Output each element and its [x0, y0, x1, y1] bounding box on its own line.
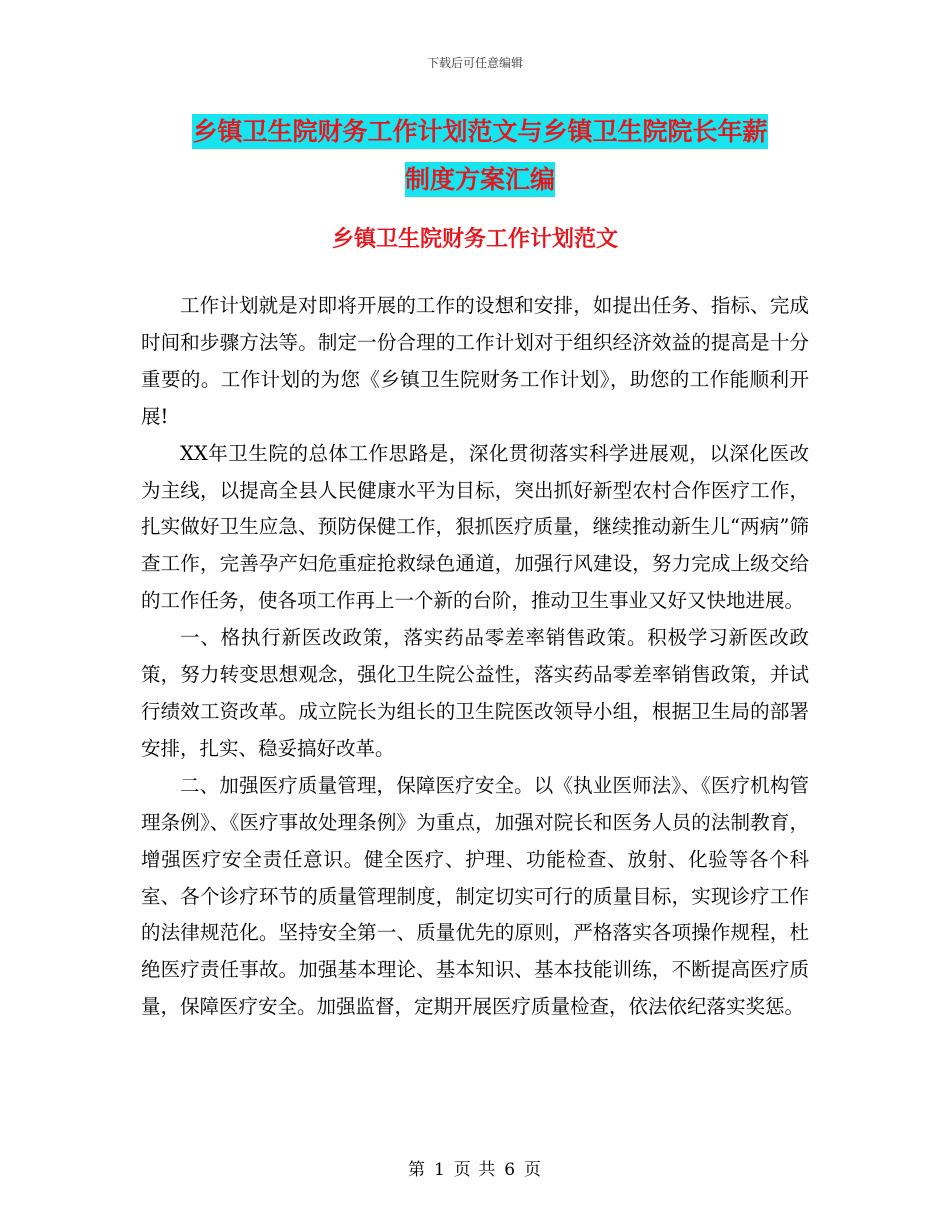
paragraph: XX年卫生院的总体工作思路是，深化贯彻落实科学进展观，以深化医改为主线，以提高全县人民健康水平为目标，突出抓好新型农村合作医疗工作，扎实做好卫生应急、预防保健工作，狠抓医疗质量，继续推动新生儿“两病”筛查工作，完善孕产妇危重症抢救绿色通道，加强行风建设，努力完成上级交给的工作任务，使各项工作再上一个新的台阶，推动卫生事业又好又快地进展。 [141, 441, 809, 613]
paragraph: 二、加强医疗质量管理，保障医疗安全。以《执业医师法》、《医疗机构管理条例》、《医疗事故处理条例》为重点，加强对院长和医务人员的法制教育，增强医疗安全责任意识。健全医疗、护理、功能检查、放射、化验等各个科室、各个诊疗环节的质量管理制度，制定切实可行的质量目标，实现诊疗工作的法律规范化。坚持安全第一、质量优先的原则，严格落实各项操作规程，杜绝医疗责任事故。加强基本理论、基本知识、基本技能训练，不断提高医疗质量，保障医疗安全。加强监督，定期开展医疗质量检查，依法依纪落实奖惩。 [141, 773, 809, 1019]
document-title-line-1: 乡镇卫生院财务工作计划范文与乡镇卫生院院长年薪 [192, 114, 767, 149]
body-text [141, 288, 809, 1026]
paragraph: 工作计划就是对即将开展的工作的设想和安排，如提出任务、指标、完成时间和步骤方法等。制定一份合理的工作计划对于组织经济效益的提高是十分重要的。工作计划的为您《乡镇卫生院财务工作计划》，助您的工作能顺利开展! [141, 294, 809, 428]
section-title: 乡镇卫生院财务工作计划范文 [331, 227, 618, 252]
page-footer [0, 1155, 950, 1180]
page-header-note: 下载后可任意编辑 [426, 56, 523, 70]
page-label-prefix: 第 [407, 1160, 426, 1180]
page-total: 6 [504, 1160, 517, 1180]
page-number: 1 [433, 1160, 446, 1180]
document-title [150, 108, 810, 204]
page-label-mid: 页 共 [453, 1160, 497, 1180]
paragraph: 一、格执行新医改政策，落实药品零差率销售政策。积极学习新医改政策，努力转变思想观念，强化卫生院公益性，落实药品零差率销售政策，并试行绩效工资改革。成立院长为组长的卫生院医改领导小组，根据卫生局的部署安排，扎实、稳妥搞好改革。 [141, 626, 809, 760]
document-title-line-2: 制度方案汇编 [405, 162, 555, 197]
page-label-suffix: 页 [524, 1160, 543, 1180]
